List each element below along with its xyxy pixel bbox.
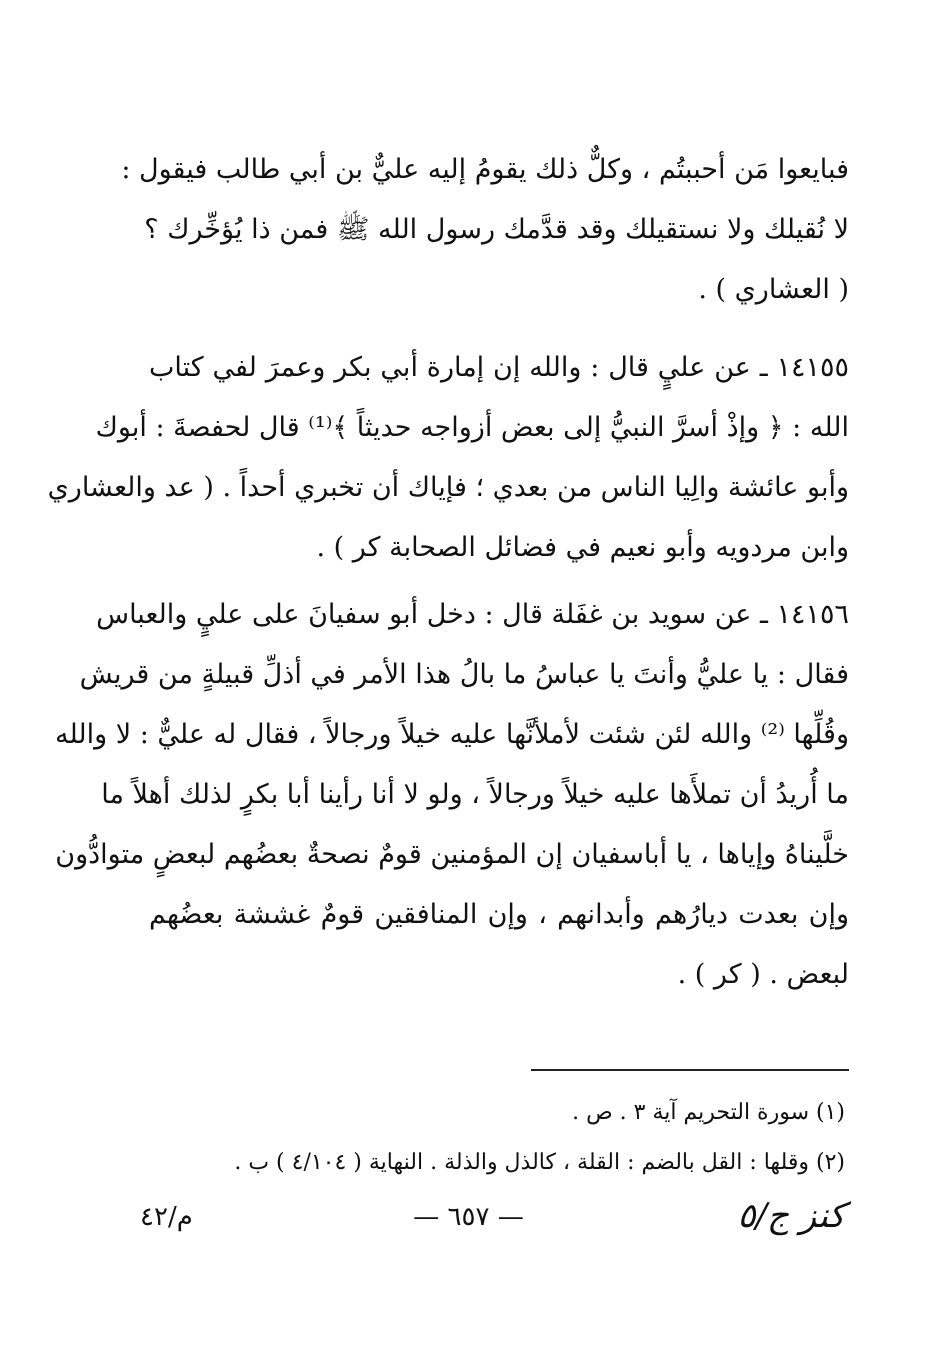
paragraph-line: وأبو عائشة والِيا الناس من بعدي ؛ فإياك أن تخبري أحداً . ( عد والعشاري [47, 472, 849, 503]
paragraph-line: وابن مردويه وأبو نعيم في فضائل الصحابة كر ) . [316, 532, 849, 563]
paragraph-1 [121, 140, 849, 320]
paragraph-line: ما أُريدُ أن تملأَها عليه خيلاً ورجالاً ، ولو لا أنا رأينا أبا بكرٍ لذلك أهلاً ما [101, 779, 849, 810]
paragraph-line: ١٤١٥٦ ـ عن سويد بن غفَلة قال : دخل أبو سفيانَ على عليٍ والعباس [96, 599, 849, 630]
signature-mark: م/٤٢ [140, 1202, 193, 1232]
paragraph-line: خلَّيناهُ وإياها ، يا أباسفيان إن المؤمنين قومٌ نصحةٌ بعضُهم لبعضٍ متوادُّون [55, 839, 849, 870]
footnote-divider [531, 1069, 849, 1071]
paragraph-2 [47, 338, 849, 578]
paragraph-3 [54, 585, 849, 1005]
page-number: — ٦٥٧ — [413, 1202, 524, 1232]
paragraph-line: وقُلِّها ⁽²⁾ والله لئن شئت لأملأنَّها عليه خيلاً ورجالاً ، فقال له عليٌّ : لا والله [54, 719, 849, 750]
footnotes [125, 1088, 845, 1188]
paragraph-line: ( العشاري ) . [698, 274, 849, 305]
paragraph-line: فبايعوا مَن أحببتُم ، وكلٌّ ذلك يقومُ إليه عليٌّ بن أبي طالب فيقول : [121, 154, 849, 185]
paragraph-line: الله : ﴿ وإذْ أسرَّ النبيُّ إلى بعض أزواجه حديثاً ﴾⁽¹⁾ قال لحفصةَ : أبوك [95, 412, 849, 443]
paragraph-line: فقال : يا عليُّ وأنتَ يا عباسُ ما بالُ هذا الأمر في أذلِّ قبيلةٍ من قريش [79, 659, 849, 690]
paragraph-line: لا نُقيلك ولا نستقيلك وقد قدَّمك رسول الله ﷺ فمن ذا يُؤخِّرك ؟ [144, 214, 849, 245]
footnote-2: (٢) وقلها : القل بالضم : القلة ، كالذل والذلة . النهاية ( ٤/١٠٤ ) ب . [234, 1150, 845, 1175]
footnote-1: (١) سورة التحريم آية ٣ . ص . [572, 1100, 845, 1125]
volume-label: كنز ج/٥ [737, 1196, 845, 1236]
paragraph-line: ١٤١٥٥ ـ عن عليٍ قال : والله إن إمارة أبي بكر وعمرَ لفي كتاب [149, 352, 849, 383]
paragraph-line: لبعض . ( كر ) . [677, 959, 849, 990]
paragraph-line: وإن بعدت ديارُهم وأبدانهم ، وإن المنافقين قومٌ غششة بعضُهم [149, 899, 849, 930]
page-footer [0, 1188, 937, 1248]
